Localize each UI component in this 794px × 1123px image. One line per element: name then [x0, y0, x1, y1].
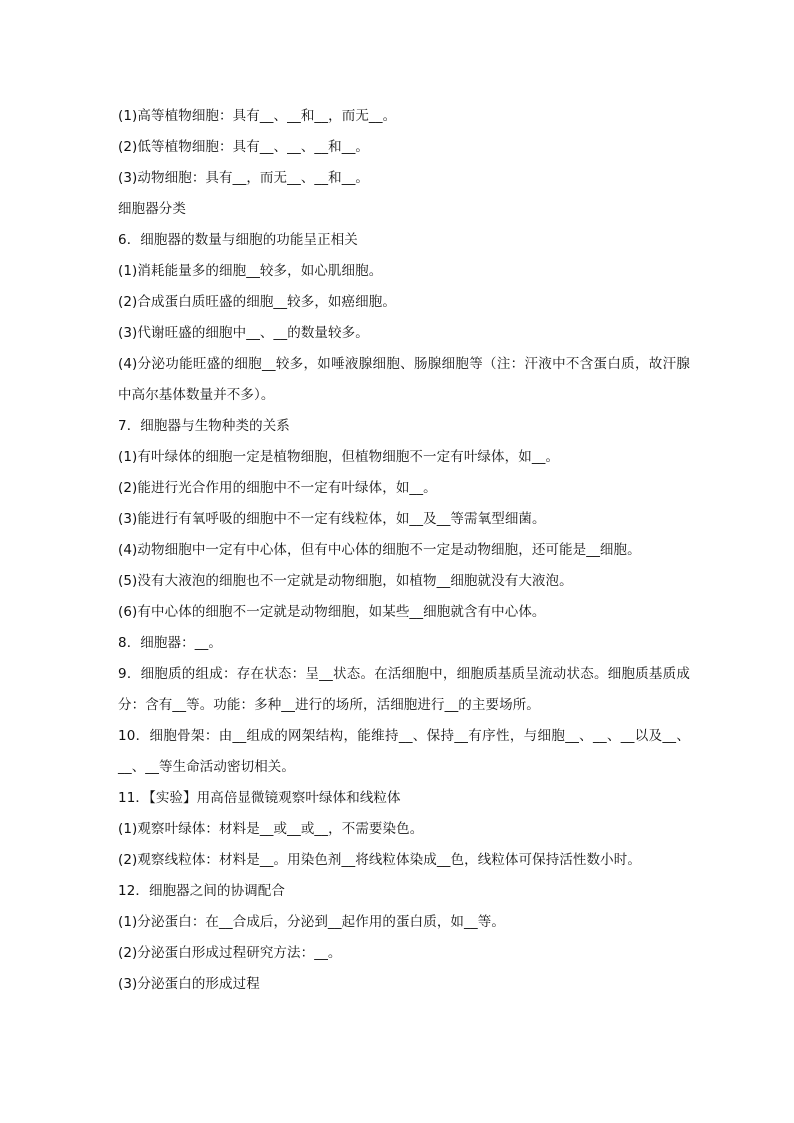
text-line: (3)代谢旺盛的细胞中__、__的数量较多。 [118, 325, 369, 341]
text-paragraph: 9．细胞质的组成：存在状态：呈__状态。在活细胞中，细胞质基质呈流动状态。细胞质基质成分：含有__等。功能：多种__进行的场所，活细胞进行__的主要场所。 [118, 666, 690, 713]
section-heading: 细胞器分类 [118, 201, 186, 217]
section-heading: 6．细胞器的数量与细胞的功能呈正相关 [118, 232, 358, 248]
text-line: (2)能进行光合作用的细胞中不一定有叶绿体，如__。 [118, 480, 437, 496]
text-line: (5)没有大液泡的细胞也不一定就是动物细胞，如植物__细胞就没有大液泡。 [118, 573, 573, 589]
text-line: (2)分泌蛋白形成过程研究方法：__。 [118, 945, 342, 961]
text-line: (2)观察线粒体：材料是__。用染色剂__将线粒体染成__色，线粒体可保持活性数小时。 [118, 852, 641, 868]
text-line: (3)分泌蛋白的形成过程 [118, 976, 260, 992]
text-line: (4)动物细胞中一定有中心体，但有中心体的细胞不一定是动物细胞，还可能是__细胞。 [118, 542, 641, 558]
text-line: (6)有中心体的细胞不一定就是动物细胞，如某些__细胞就含有中心体。 [118, 604, 546, 620]
text-line: (2)合成蛋白质旺盛的细胞__较多，如癌细胞。 [118, 294, 396, 310]
section-heading: 7．细胞器与生物种类的关系 [118, 418, 290, 434]
text-line: (1)有叶绿体的细胞一定是植物细胞，但植物细胞不一定有叶绿体，如__。 [118, 449, 560, 465]
document-body [118, 101, 690, 1000]
text-line: (1)观察叶绿体：材料是__或__或__，不需要染色。 [118, 821, 424, 837]
text-line: (3)动物细胞：具有__，而无__、__和__。 [118, 170, 370, 186]
text-paragraph: 10．细胞骨架：由__组成的网架结构，能维持__、保持__有序性，与细胞__、__、__以及__、__、__等生命活动密切相关。 [118, 728, 690, 775]
text-line: (3)能进行有氧呼吸的细胞中不一定有线粒体，如__及__等需氧型细菌。 [118, 511, 546, 527]
text-line: (1)分泌蛋白：在__合成后，分泌到__起作用的蛋白质，如__等。 [118, 914, 505, 930]
text-line: (2)低等植物细胞：具有__、__、__和__。 [118, 139, 370, 155]
text-line: (1)高等植物细胞：具有__、__和__，而无__。 [118, 108, 397, 124]
section-heading: 8．细胞器：__。 [118, 635, 222, 651]
text-paragraph: (4)分泌功能旺盛的细胞__较多，如唾液腺细胞、肠腺细胞等（注：汗液中不含蛋白质，故汗腺中高尔基体数量并不多）。 [118, 356, 690, 403]
section-heading: 12．细胞器之间的协调配合 [118, 883, 285, 899]
section-heading: 11．【实验】用高倍显微镜观察叶绿体和线粒体 [118, 790, 401, 806]
text-line: (1)消耗能量多的细胞__较多，如心肌细胞。 [118, 263, 383, 279]
